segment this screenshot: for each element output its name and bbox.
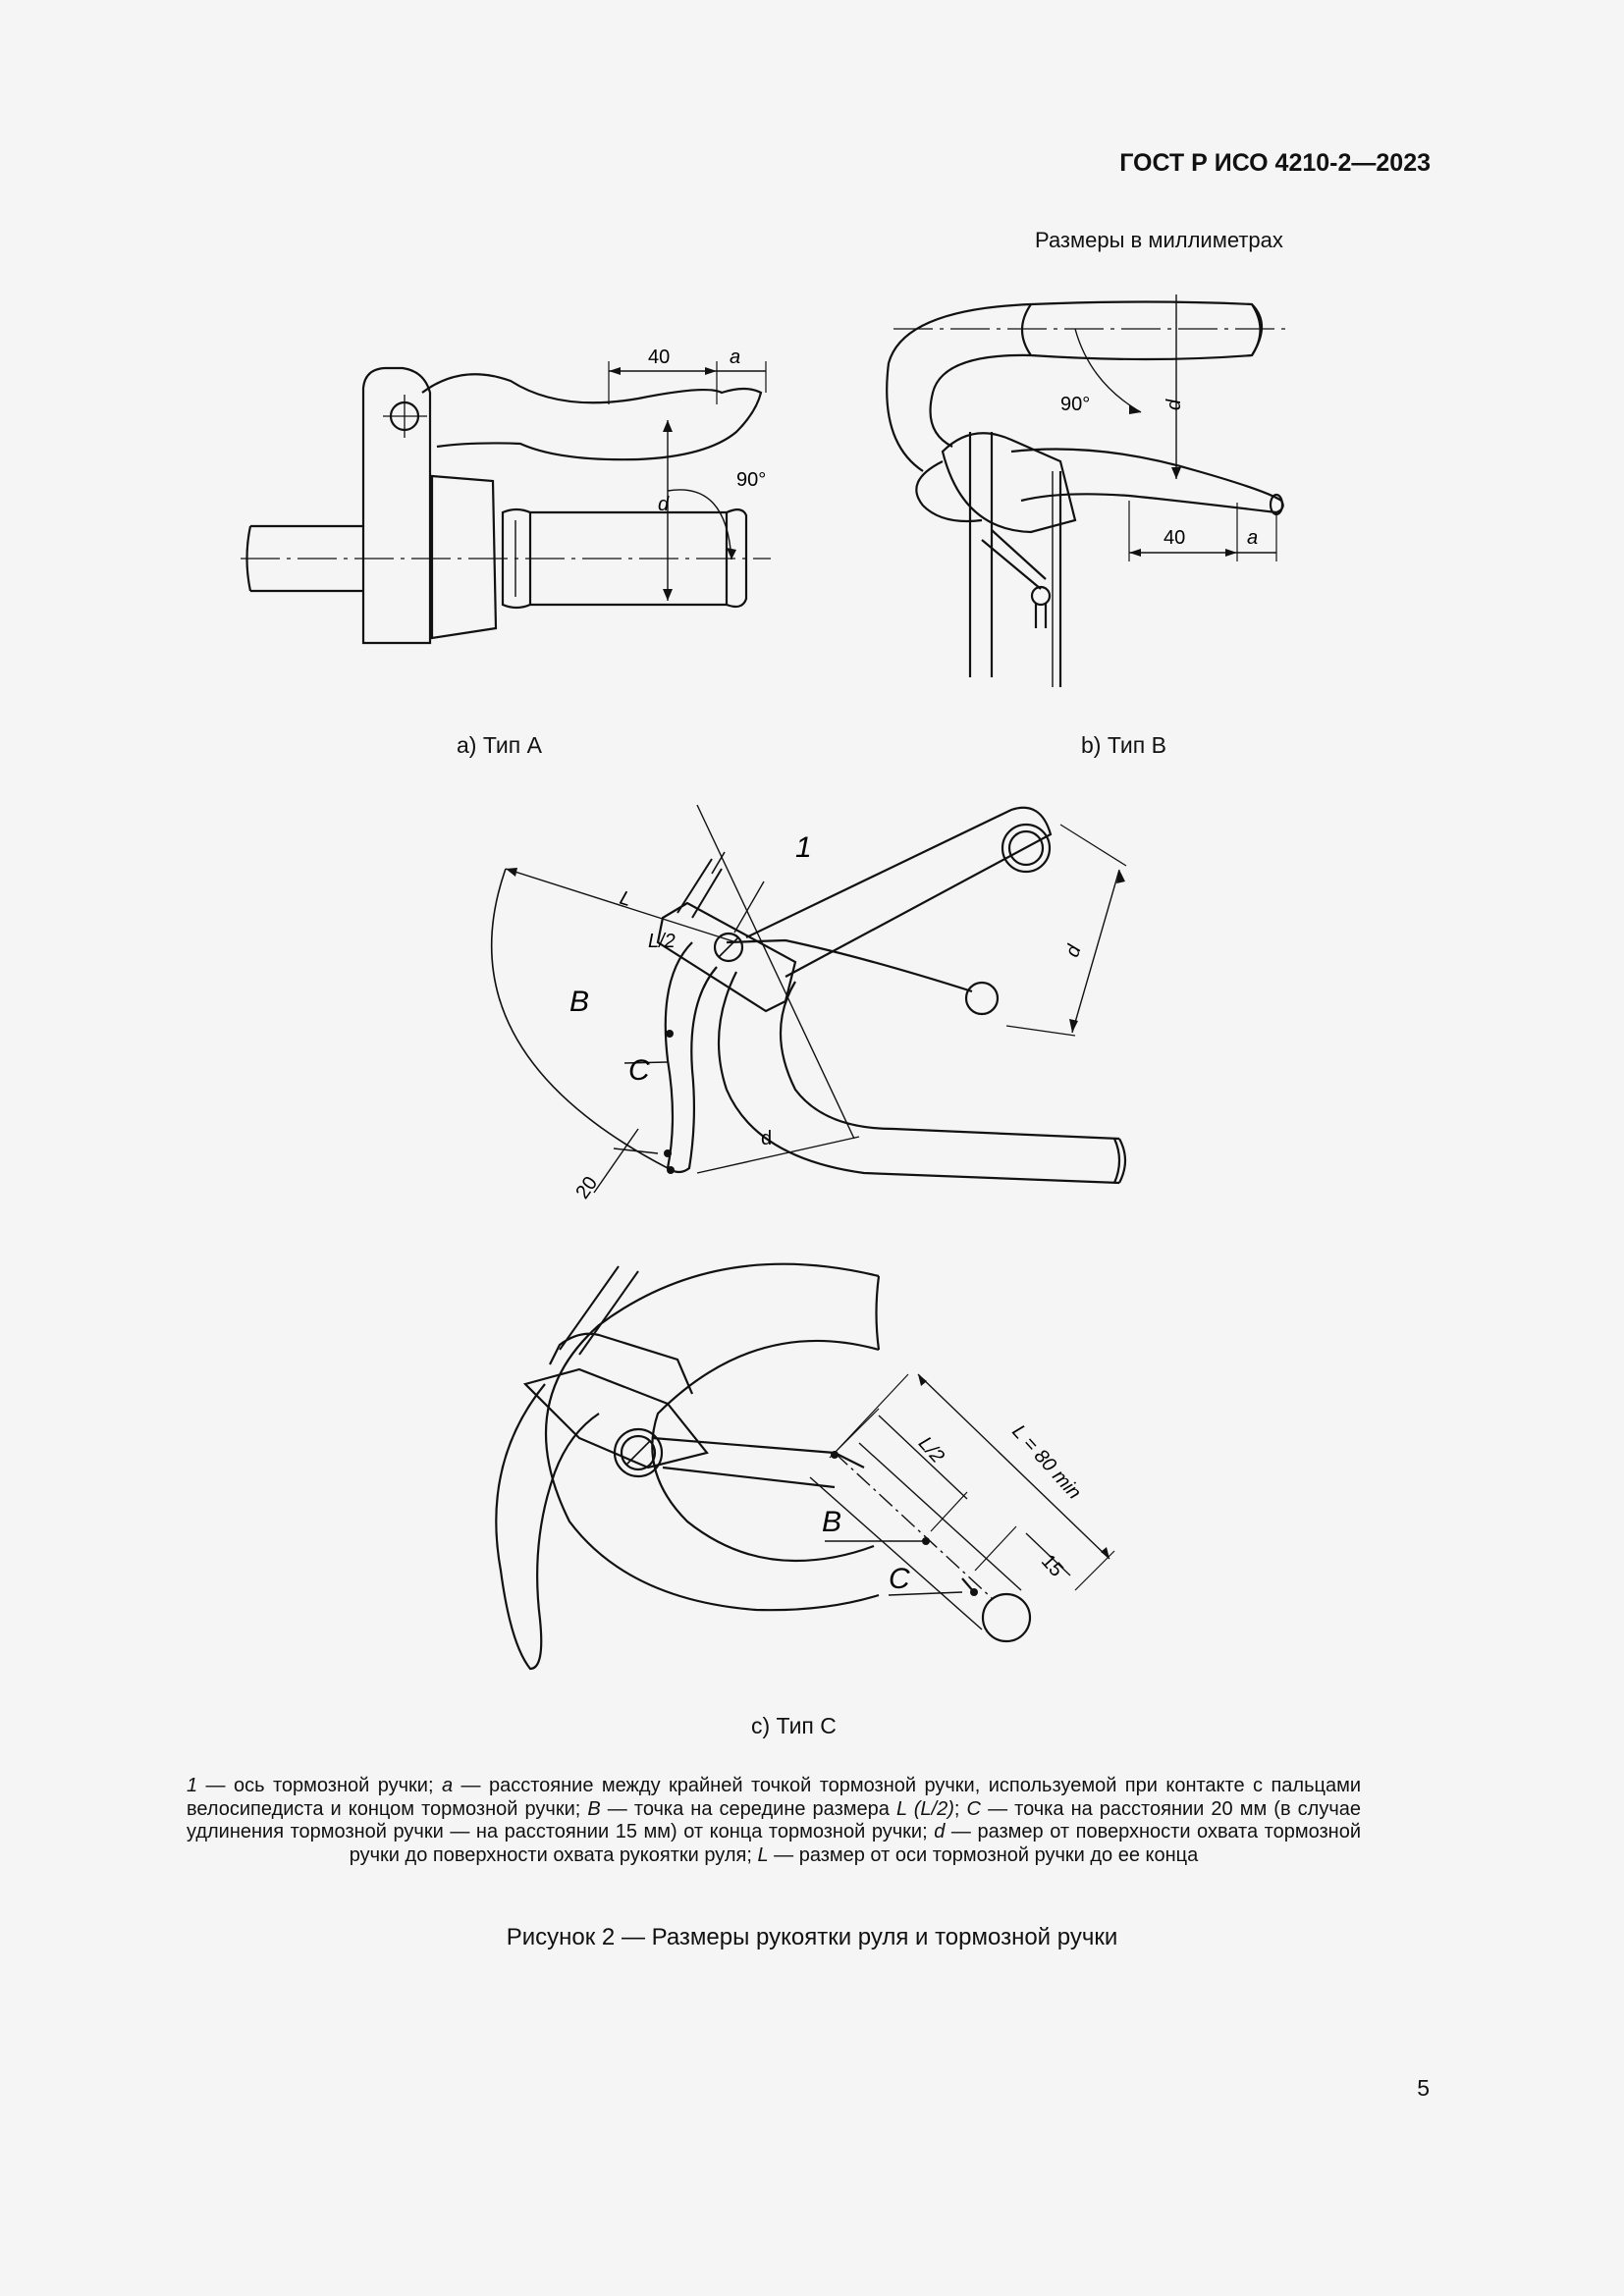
label-B: B bbox=[569, 986, 590, 1018]
figure-type-b bbox=[884, 285, 1296, 697]
legend-run: B bbox=[587, 1797, 601, 1820]
lever-mount bbox=[525, 1369, 707, 1468]
figure-type-a bbox=[236, 334, 785, 667]
units-note: Размеры в миллиметрах bbox=[1035, 228, 1283, 252]
label-one: 1 bbox=[795, 831, 812, 864]
legend-run: — размер от поверхности охвата тормозной ручки до поверхности охвата рукоятки руля; bbox=[349, 1821, 1361, 1866]
legend-run: ; bbox=[953, 1797, 967, 1820]
caption-type-b: b) Тип В bbox=[1081, 732, 1166, 758]
dim-d-label: d bbox=[658, 494, 670, 515]
lever-end-ball bbox=[983, 1594, 1030, 1641]
figure-type-c-lower bbox=[471, 1247, 1139, 1679]
brake-lever bbox=[422, 374, 761, 459]
caption-type-a: а) Тип А bbox=[457, 732, 542, 758]
dim-a-label: a bbox=[730, 347, 741, 368]
brake-lever bbox=[666, 942, 717, 1172]
legend-run: a bbox=[441, 1775, 454, 1796]
angle-arc bbox=[668, 490, 731, 560]
lever-body-cone bbox=[432, 476, 496, 638]
brake-lever bbox=[496, 1384, 599, 1669]
legend-run: d bbox=[934, 1821, 946, 1842]
legend-run: L bbox=[757, 1843, 769, 1866]
dim-a-label: a bbox=[1247, 527, 1259, 549]
caption-type-c: с) Тип С bbox=[751, 1713, 837, 1738]
dim-L80 bbox=[918, 1374, 1110, 1559]
standard-designation: ГОСТ Р ИСО 4210-2—2023 bbox=[1119, 149, 1431, 177]
legend-run: — размер от оси тормозной ручки до ее конца bbox=[768, 1843, 1199, 1866]
angle-label: 90° bbox=[1060, 394, 1091, 415]
label-d-right: d bbox=[1061, 941, 1086, 960]
lever-bar bbox=[653, 1438, 864, 1487]
lever-arc bbox=[492, 869, 668, 1168]
legend-run: 1 bbox=[187, 1775, 198, 1796]
label-L: L bbox=[617, 886, 634, 912]
grip-tube bbox=[1022, 302, 1262, 360]
legend-run: — точка на расстоянии 20 мм (в случае удлинения тормозной ручки — на расстоянии 15 мм) от конца тормозной ручки; bbox=[187, 1797, 1361, 1842]
figure-type-c-upper bbox=[471, 805, 1159, 1217]
legend-run: L (L/2) bbox=[895, 1797, 954, 1820]
dim-40-label: 40 bbox=[1164, 527, 1186, 549]
cable bbox=[727, 940, 972, 991]
label-20: 20 bbox=[571, 1172, 603, 1203]
label-L80: L = 80 min bbox=[1007, 1420, 1086, 1504]
legend-run: C bbox=[966, 1797, 981, 1820]
label-L-half: L/2 bbox=[913, 1432, 948, 1468]
label-15: 15 bbox=[1036, 1550, 1068, 1581]
bracket-arm bbox=[746, 808, 1051, 977]
label-C: C bbox=[628, 1054, 650, 1087]
dim-d-bottom bbox=[697, 805, 854, 1139]
lever-clamp bbox=[363, 368, 430, 643]
lever-axis bbox=[835, 1453, 992, 1598]
dim-d-label: d bbox=[1164, 399, 1185, 410]
legend-run: — расстояние между крайней точкой тормозной ручки, используемой при контакте с пальцами велосипедиста и концом тормозной ручки; bbox=[187, 1775, 1362, 1820]
legend-run: — ось тормозной ручки; bbox=[197, 1775, 442, 1796]
legend-run: — точка на середине размера bbox=[600, 1797, 896, 1820]
dim-40-label: 40 bbox=[648, 347, 671, 368]
label-L-half: L/2 bbox=[648, 931, 676, 952]
page-number: 5 bbox=[1417, 2075, 1430, 2101]
label-B: B bbox=[822, 1506, 842, 1538]
figure-title: Рисунок 2 — Размеры рукоятки руля и тормозной ручки bbox=[506, 1924, 1118, 1950]
angle-label: 90° bbox=[736, 469, 767, 491]
lever-head bbox=[943, 433, 1075, 532]
handlebar-bend bbox=[546, 1264, 879, 1611]
label-d-bottom: d bbox=[761, 1128, 773, 1149]
figure-legend bbox=[187, 1775, 1361, 1867]
label-C: C bbox=[889, 1563, 910, 1595]
dim-L-half bbox=[879, 1415, 967, 1499]
